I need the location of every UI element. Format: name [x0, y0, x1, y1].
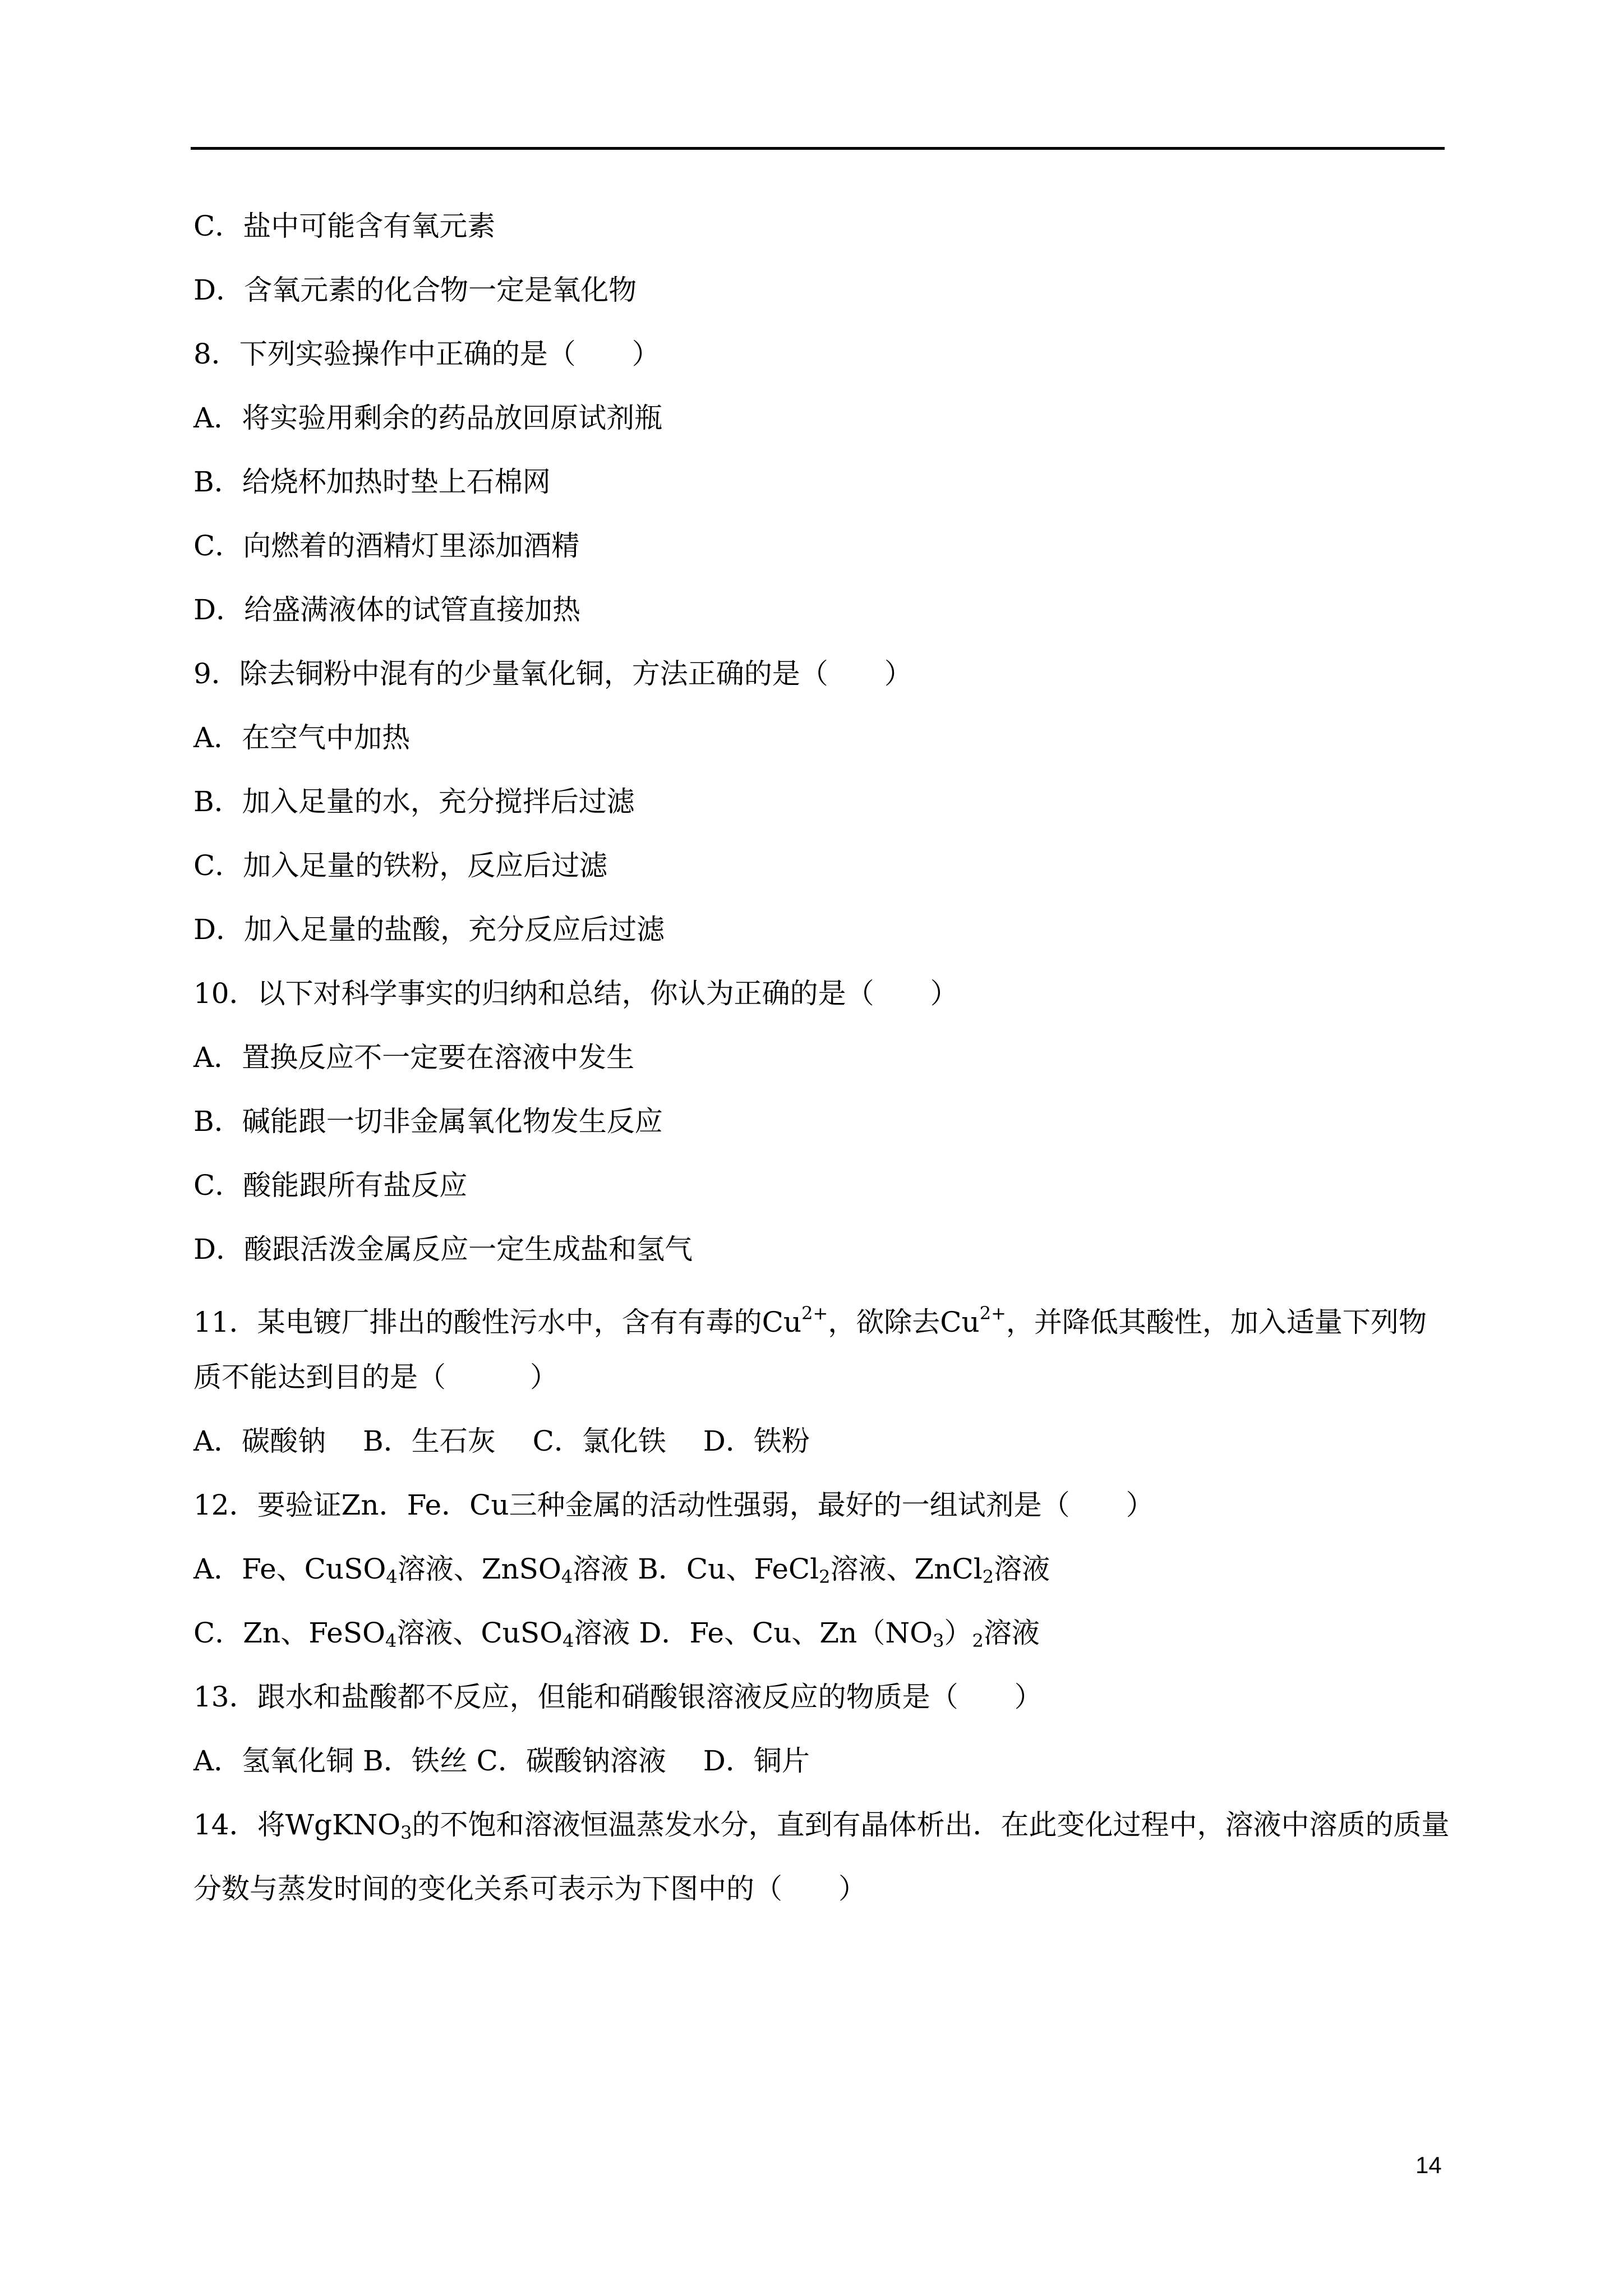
options-11: A．碳酸钠 B．生石灰 C．氯化铁 D．铁粉: [193, 1425, 810, 1457]
option-7d: D．含氧元素的化合物一定是氧化物: [193, 274, 637, 306]
question-10: 10．以下对科学事实的归纳和总结，你认为正确的是（ ）: [193, 977, 958, 1010]
option-9b: B．加入足量的水，充分搅拌后过滤: [193, 785, 635, 818]
question-13: 13．跟水和盐酸都不反应，但能和硝酸银溶液反应的物质是（ ）: [193, 1681, 1043, 1713]
options-12-cd: C．Zn、FeSO$_4$溶液、CuSO$_4$溶液 D．Fe、Cu、$Zn(NO_3)_2$溶液: [193, 1617, 1040, 1651]
question-11: 11．某电镀厂排出的酸性污水中，含有有毒的$Cu^{2+}$，欲除去$Cu^{2+}$，并降低其酸性，加入适量下列物: [193, 1303, 1427, 1338]
question-11-continued: 质不能达到目的是（ ）: [193, 1361, 558, 1393]
question-14-continued: 分数与蒸发时间的变化关系可表示为下图中的（ ）: [193, 1872, 866, 1905]
option-9d: D．加入足量的盐酸，充分反应后过滤: [193, 913, 665, 946]
question-9: 9．除去铜粉中混有的少量氧化铜，方法正确的是（ ）: [193, 657, 912, 690]
option-8c: C．向燃着的酒精灯里添加酒精: [193, 530, 580, 562]
option-8d: D．给盛满液体的试管直接加热: [193, 593, 581, 626]
option-10d: D．酸跟活泼金属反应一定生成盐和氢气: [193, 1233, 693, 1266]
option-8b: B．给烧杯加热时垫上石棉网: [193, 466, 551, 498]
option-9c: C．加入足量的铁粉，反应后过滤: [193, 849, 608, 882]
page-number: 14: [1415, 2152, 1442, 2178]
option-10a: A．置换反应不一定要在溶液中发生: [193, 1041, 635, 1074]
question-8: 8．下列实验操作中正确的是（ ）: [193, 338, 660, 370]
options-12-ab: A．Fe、CuSO$_4$溶液、ZnSO$_4$溶液 B．Cu、FeCl$_2$溶液、ZnCl$_2$溶液: [193, 1553, 1050, 1588]
question-12: 12．要验证Zn．Fe．Cu三种金属的活动性强弱，最好的一组试剂是（ ）: [193, 1489, 1154, 1521]
option-10c: C．酸能跟所有盐反应: [193, 1169, 468, 1202]
option-10b: B．碱能跟一切非金属氧化物发生反应: [193, 1105, 663, 1138]
option-7c: C．盐中可能含有氧元素: [193, 210, 496, 242]
question-14: 14．将WgKNO$_3$的不饱和溶液恒温蒸发水分，直到有晶体析出．在此变化过程中，溶液中溶质的质量: [193, 1809, 1450, 1843]
header-rule: [191, 147, 1445, 150]
option-8a: A．将实验用剩余的药品放回原试剂瓶: [193, 402, 663, 434]
options-13: A．氢氧化铜 B．铁丝 C．碳酸钠溶液 D．铜片: [193, 1745, 810, 1777]
option-9a: A．在空气中加热: [193, 721, 411, 754]
